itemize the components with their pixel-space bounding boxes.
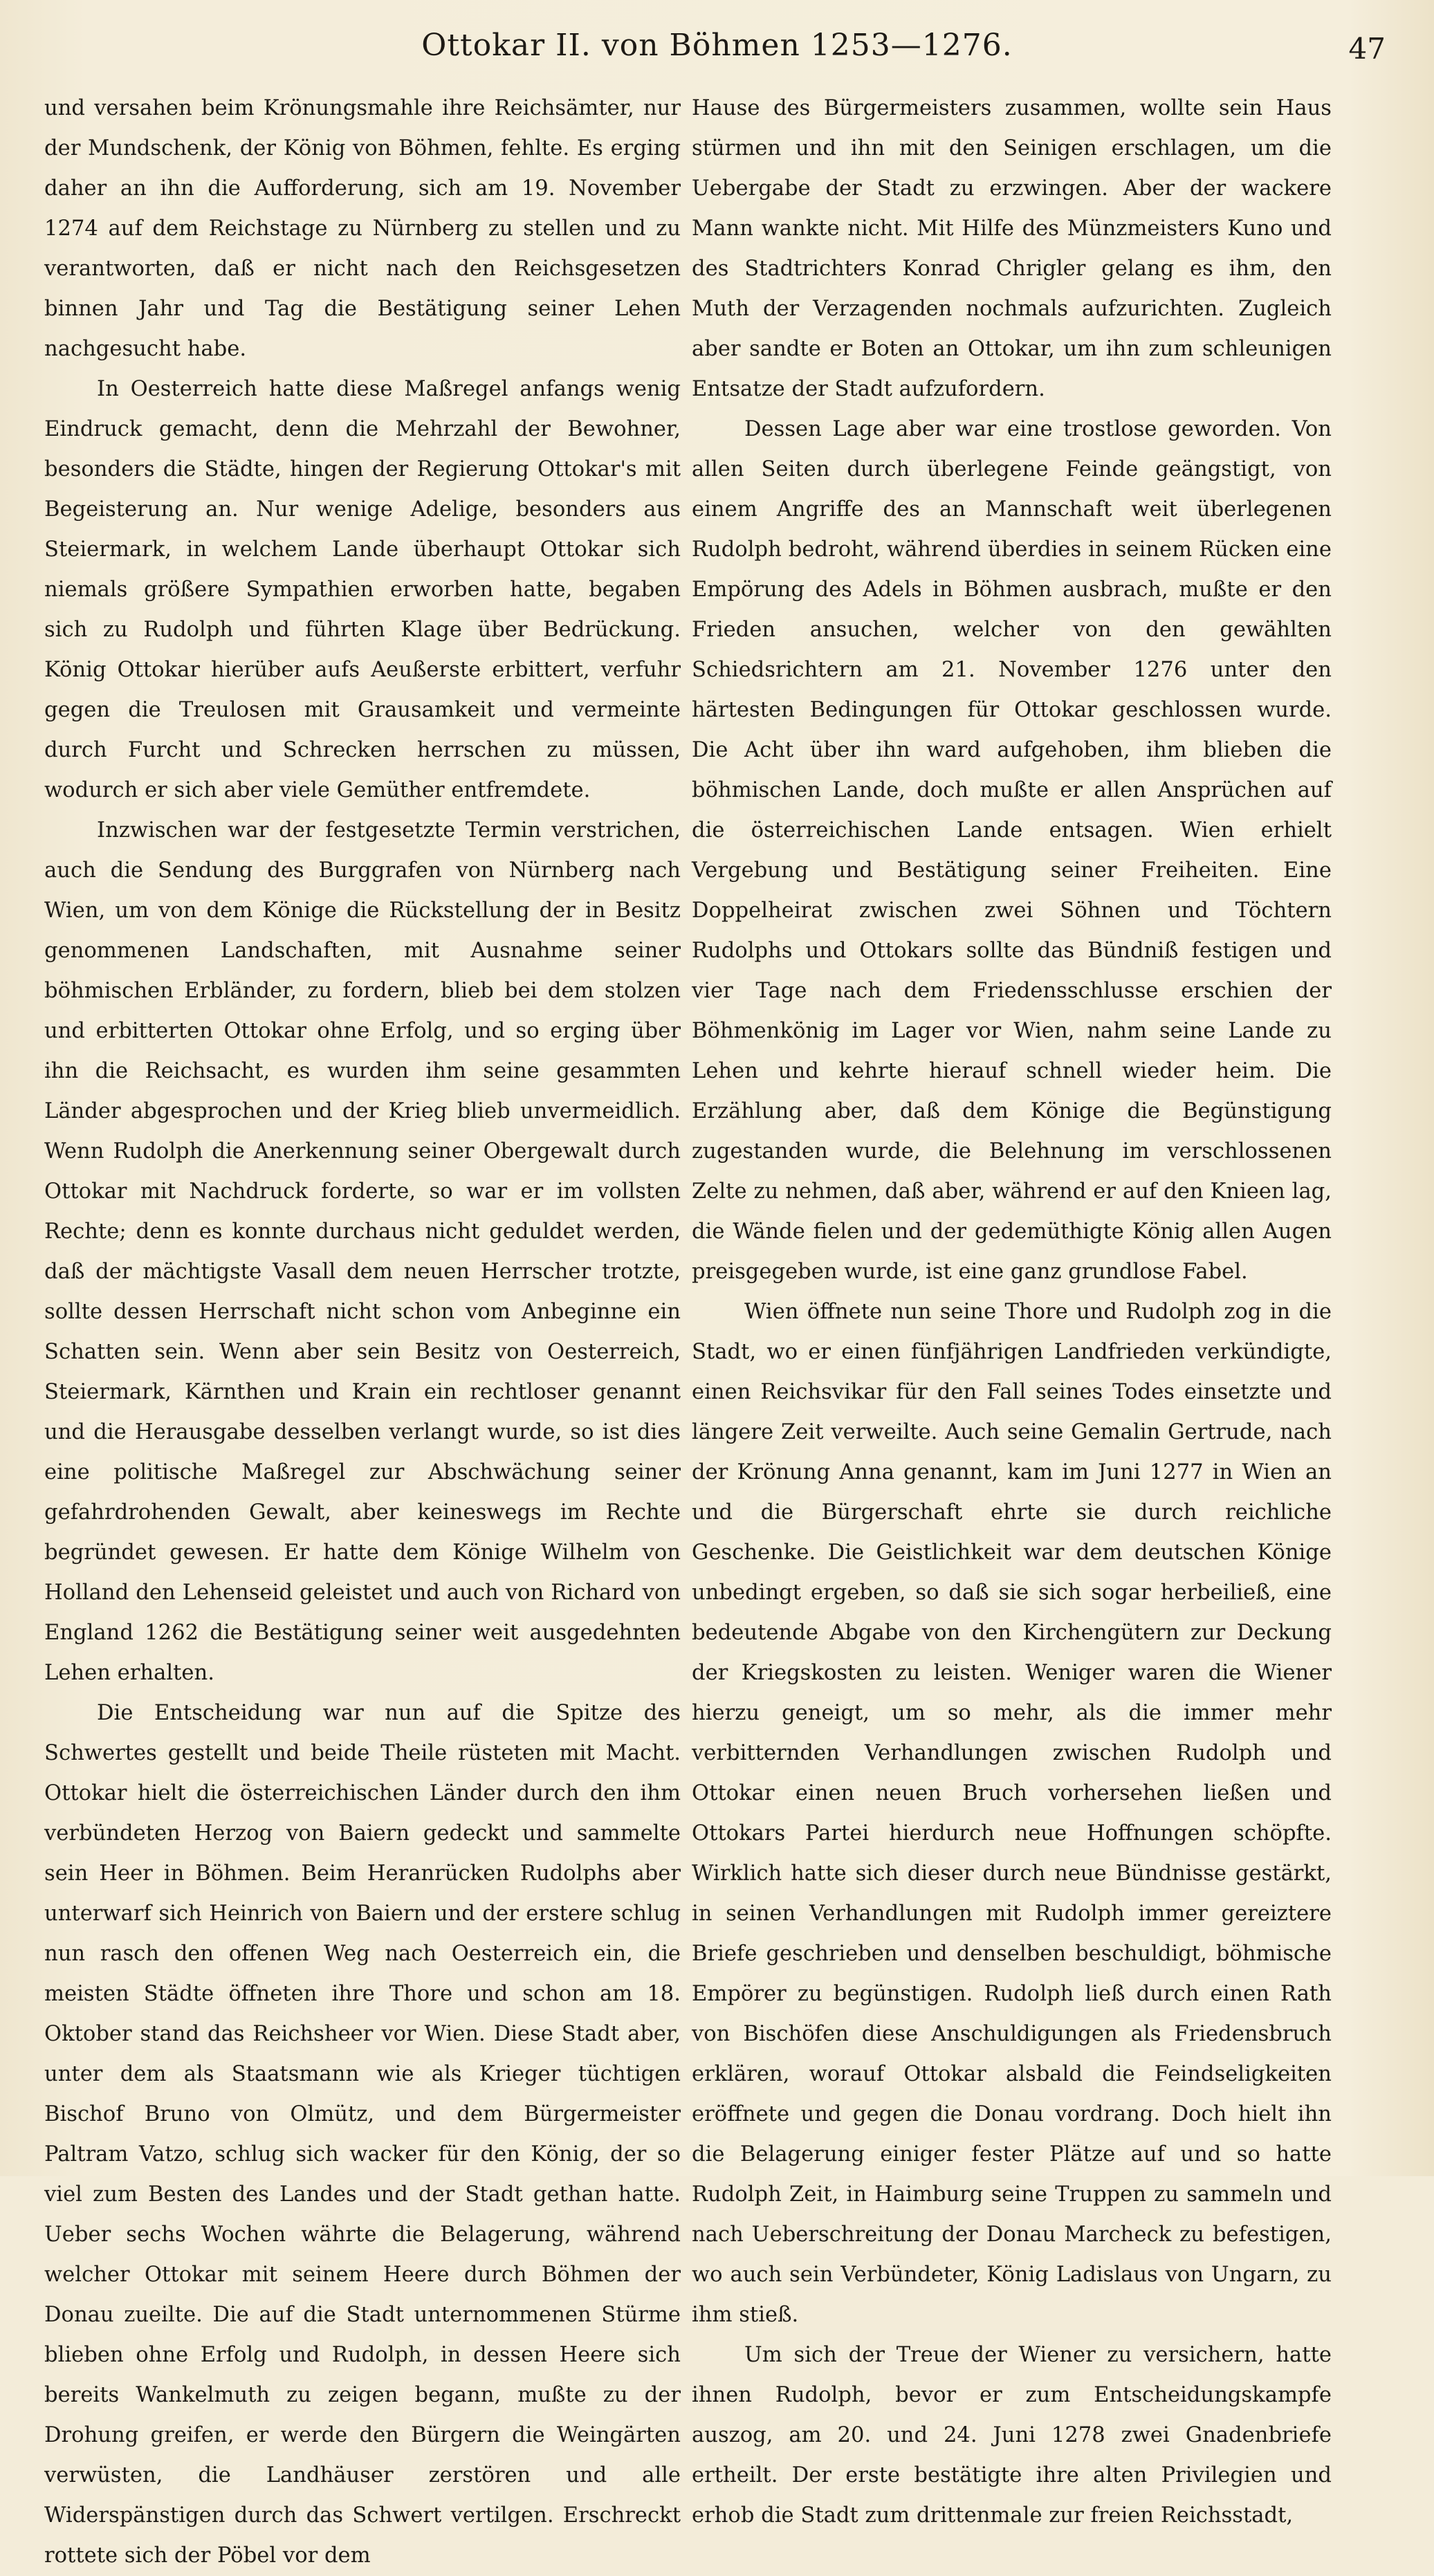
paragraph: Wien öffnete nun seine Thore und Rudolph zog in die Stadt, wo er einen fünfjährigen Landfrieden verkündigte, einen Reichsvikar für den Fall seines Todes einsetzte und längere Zeit verweilte. Auch seine Gemalin Gertrude, nach der Krönung Anna genannt, kam im Juni 1277 in Wien an und die Bürgerschaft ehrte sie durch reichliche Geschenke. Die Geistlichkeit war dem deutschen Könige unbedingt ergeben, so daß sie sich sogar herbeiließ, eine bedeutende Abgabe von den Kirchengütern zur Deckung der Kriegskosten zu leisten. Weniger waren die Wiener hierzu geneigt, um so mehr, als die immer mehr verbitternden Verhandlungen zwischen Rudolph und Ottokar einen neuen Bruch vorhersehen ließen und Ottokars Partei hierdurch neue Hoffnungen schöpfte. Wirklich hatte sich dieser durch neue Bündnisse gestärkt, in seinen Verhandlungen mit Rudolph immer gereiztere Briefe geschrieben und denselben beschuldigt, böhmische Empörer zu begünstigen. Rudolph ließ durch einen Rath von Bischöfen diese Anschuldigungen als Friedensbruch erklären, worauf Ottokar alsbald die Feindseligkeiten eröffnete und gegen die Donau vordrang. Doch hielt ihn die Belagerung einiger fester Plätze auf und so hatte Rudolph Zeit, in Haimburg seine Truppen zu sammeln und nach Ueberschreitung der Donau Marcheck zu befestigen, wo auch sein Verbündeter, König Ladislaus von Ungarn, zu ihm stieß. [692,1300,1332,2327]
paragraph: Hause des Bürgermeisters zusammen, wollte sein Haus stürmen und ihn mit den Seinigen erschlagen, um die Uebergabe der Stadt zu erzwingen. Aber der wackere Mann wankte nicht. Mit Hilfe des Münzmeisters Kuno und des Stadtrichters Konrad Chrigler gelang es ihm, den Muth der Verzagenden nochmals aufzurichten. Zugleich aber sandte er Boten an Ottokar, um ihn zum schleunigen Entsatze der Stadt aufzufordern. [692,96,1332,401]
left-column [44,89,681,2576]
page-header [0,28,1434,76]
paragraph: Inzwischen war der festgesetzte Termin verstrichen, auch die Sendung des Burggrafen von Nürnberg nach Wien, um von dem Könige die Rückstellung der in Besitz genommenen Landschaften, mit Ausnahme seiner böhmischen Erbländer, zu fordern, blieb bei dem stolzen und erbitterten Ottokar ohne Erfolg, und so erging über ihn die Reichsacht, es wurden ihm seine gesammten Länder abgesprochen und der Krieg blieb unvermeidlich. Wenn Rudolph die Anerkennung seiner Obergewalt durch Ottokar mit Nachdruck forderte, so war er im vollsten Rechte; denn es konnte durchaus nicht geduldet werden, daß der mächtigste Vasall dem neuen Herrscher trotzte, sollte dessen Herrschaft nicht schon vom Anbeginne ein Schatten sein. Wenn aber sein Besitz von Oesterreich, Steiermark, Kärnthen und Krain ein rechtloser genannt und die Herausgabe desselben verlangt wurde, so ist dies eine politische Maßregel zur Abschwächung seiner gefahrdrohenden Gewalt, aber keineswegs im Rechte begründet gewesen. Er hatte dem Könige Wilhelm von Holland den Lehenseid geleistet und auch von Richard von England 1262 die Bestätigung seiner weit ausgedehnten Lehen erhalten. [44,818,681,1685]
paragraph: Die Entscheidung war nun auf die Spitze des Schwertes gestellt und beide Theile rüsteten mit Macht. Ottokar hielt die österreichischen Länder durch den ihm verbündeten Herzog von Baiern gedeckt und sammelte sein Heer in Böhmen. Beim Heranrücken Rudolphs aber unterwarf sich Heinrich von Baiern und der erstere schlug nun rasch den offenen Weg nach Oesterreich ein, die meisten Städte öffneten ihre Thore und schon am 18. Oktober stand das Reichsheer vor Wien. Diese Stadt aber, unter dem als Staatsmann wie als Krieger tüchtigen Bischof Bruno von Olmütz, und dem Bürgermeister Paltram Vatzo, schlug sich wacker für den König, der so viel zum Besten des Landes und der Stadt gethan hatte. Ueber sechs Wochen währte die Belagerung, während welcher Ottokar mit seinem Heere durch Böhmen der Donau zueilte. Die auf die Stadt unternommenen Stürme blieben ohne Erfolg und Rudolph, in dessen Heere sich bereits Wankelmuth zu zeigen begann, mußte zu der Drohung greifen, er werde den Bürgern die Weingärten verwüsten, die Landhäuser zerstören und alle Widerspänstigen durch das Schwert vertilgen. Erschreckt rottete sich der Pöbel vor dem [44,1701,681,2568]
running-head: Ottokar II. von Böhmen 1253—1276. [421,28,1013,63]
right-column [692,89,1332,2536]
paragraph: und versahen beim Krönungsmahle ihre Reichsämter, nur der Mundschenk, der König von Böhmen, fehlte. Es erging daher an ihn die Aufforderung, sich am 19. November 1274 auf dem Reichstage zu Nürnberg zu stellen und zu verantworten, daß er nicht nach den Reichsgesetzen binnen Jahr und Tag die Bestätigung seiner Lehen nachgesucht habe. [44,96,681,361]
paragraph: In Oesterreich hatte diese Maßregel anfangs wenig Eindruck gemacht, denn die Mehrzahl der Bewohner, besonders die Städte, hingen der Regierung Ottokar's mit Begeisterung an. Nur wenige Adelige, besonders aus Steiermark, in welchem Lande überhaupt Ottokar sich niemals größere Sympathien erworben hatte, begaben sich zu Rudolph und führten Klage über Bedrückung. König Ottokar hierüber aufs Aeußerste erbittert, verfuhr gegen die Treulosen mit Grausamkeit und vermeinte durch Furcht und Schrecken herrschen zu müssen, wodurch er sich aber viele Gemüther entfremdete. [44,377,681,802]
paragraph: Dessen Lage aber war eine trostlose geworden. Von allen Seiten durch überlegene Feinde geängstigt, von einem Angriffe des an Mannschaft weit überlegenen Rudolph bedroht, während überdies in seinem Rücken eine Empörung des Adels in Böhmen ausbrach, mußte er den Frieden ansuchen, welcher von den gewählten Schiedsrichtern am 21. November 1276 unter den härtesten Bedingungen für Ottokar geschlossen wurde. Die Acht über ihn ward aufgehoben, ihm blieben die böhmischen Lande, doch mußte er allen Ansprüchen auf die österreichischen Lande entsagen. Wien erhielt Vergebung und Bestätigung seiner Freiheiten. Eine Doppelheirat zwischen zwei Söhnen und Töchtern Rudolphs und Ottokars sollte das Bündniß festigen und vier Tage nach dem Friedensschlusse erschien der Böhmenkönig im Lager vor Wien, nahm seine Lande zu Lehen und kehrte hierauf schnell wieder heim. Die Erzählung aber, daß dem Könige die Begünstigung zugestanden wurde, die Belehnung im verschlossenen Zelte zu nehmen, daß aber, während er auf den Knieen lag, die Wände fielen und der gedemüthigte König allen Augen preisgegeben wurde, ist eine ganz grundlose Fabel. [692,417,1332,1284]
page-number: 47 [1348,32,1386,66]
paragraph: Um sich der Treue der Wiener zu versichern, hatte ihnen Rudolph, bevor er zum Entscheidungskampfe auszog, am 20. und 24. Juni 1278 zwei Gnadenbriefe ertheilt. Der erste bestätigte ihre alten Privilegien und erhob die Stadt zum drittenmale zur freien Reichsstadt, [692,2343,1332,2528]
